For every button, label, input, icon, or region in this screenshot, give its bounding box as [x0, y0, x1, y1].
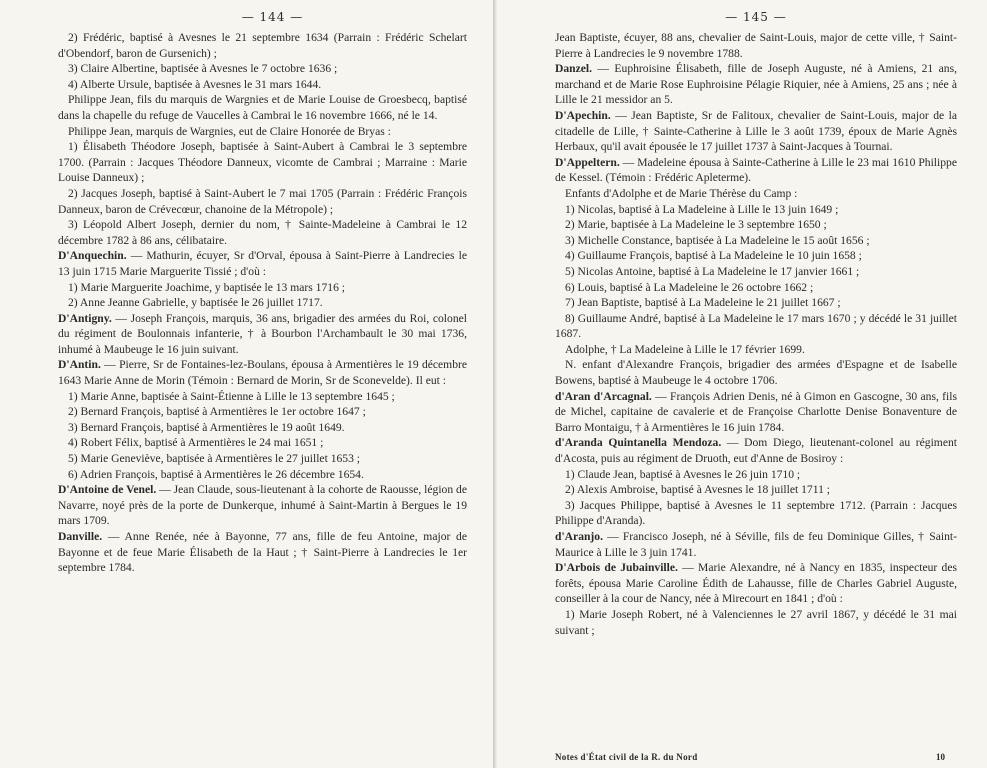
- entry-paragraph: D'Anquechin. — Mathurin, écuyer, Sr d'Orval, épousa à Saint-Pierre à Landrecies le 13 juin 1715 Marie Marguerite Tissié ; d'où :: [58, 249, 467, 278]
- paragraph: Philippe Jean, fils du marquis de Wargnies et de Marie Louise de Groesbecq, baptisé dans la chapelle du refuge de Vaucelles à Cambrai le 16 novembre 1666, né le 14.: [58, 93, 467, 122]
- entry-paragraph: Danzel. — Euphroisine Élisabeth, fille de Joseph Auguste, né à Amiens, 21 ans, marchand et de Marie Rose Euphroisine Pélagie Riquier, née à Amiens, 25 ans ; née à Lille le 21 messidor an 5.: [555, 62, 957, 107]
- entry-surname: d'Aranjo.: [555, 530, 603, 543]
- entry-surname: D'Anquechin.: [58, 249, 127, 263]
- paragraph: 8) Guillaume André, baptisé à La Madeleine le 17 mars 1670 ; y décédé le 31 juillet 1687.: [555, 311, 957, 341]
- paragraph: 3) Claire Albertine, baptisée à Avesnes le 7 octobre 1636 ;: [68, 62, 338, 76]
- paragraph: Enfants d'Adolphe et de Marie Thérèse du Camp :: [565, 186, 798, 200]
- page-number-right: — 145 —: [725, 10, 787, 24]
- page-number-left: — 144 —: [241, 10, 304, 24]
- paragraph: 2) Marie, baptisée à La Madeleine le 3 septembre 1650 ;: [565, 218, 827, 232]
- paragraph: 1) Élisabeth Théodore Joseph, baptisée à Saint-Aubert à Cambrai le 3 septembre 1700. (Parrain : Jacques Théodore Danneux, vicomte de Cambrai ; Marraine : Marie Louise Danneux) ;: [58, 140, 467, 185]
- paragraph: 1) Marie Anne, baptisée à Saint-Étienne à Lille le 13 septembre 1645 ;: [68, 389, 395, 403]
- footer-note: Notes d'État civil de la R. du Nord: [555, 752, 698, 762]
- entry-paragraph: Danville. — Anne Renée, née à Bayonne, 77 ans, fille de feu Antoine, major de Bayonne et de feue Marie Élisabeth de la Haut ; † Saint-Pierre à Landrecies le 1er septembre 1784.: [58, 530, 467, 575]
- paragraph: 1) Marie Marguerite Joachime, y baptisée le 13 mars 1716 ;: [68, 280, 345, 294]
- paragraph: 5) Nicolas Antoine, baptisé à La Madeleine le 17 janvier 1661 ;: [565, 264, 860, 278]
- paragraph: 2) Alexis Ambroise, baptisé à Avesnes le 18 juillet 1711 ;: [565, 483, 831, 497]
- entry-surname: Danzel.: [555, 62, 593, 76]
- paragraph: Jean Baptiste, écuyer, 88 ans, chevalier de Saint-Louis, major de cette ville, † Saint-Pierre à Landrecies le 9 novembre 1788.: [555, 31, 957, 60]
- entry-surname: d'Aranda Quintanella Mendoza.: [555, 436, 722, 450]
- entry-paragraph: d'Aran d'Arcagnal. — François Adrien Denis, né à Gimon en Gascogne, 30 ans, fils de Michel, capitaine de cavalerie et de Françoise Charlotte Denise Bonaventure de Barro Montaigu, † à Armentières le 16 juin 1784.: [555, 389, 957, 434]
- entry-surname: D'Antigny.: [58, 311, 112, 325]
- entry-surname: Danville.: [58, 530, 103, 543]
- entry-paragraph: D'Arbois de Jubainville. — Marie Alexandre, né à Nancy en 1835, inspecteur des forêts, épousa Marie Caroline Édith de Lahausse, fille de Charles Gabriel Auguste, conseiller à la cour de Nancy, née à Mirecourt en 1841 ; d'où :: [555, 561, 957, 606]
- paragraph: 2) Bernard François, baptisé à Armentières le 1er octobre 1647 ;: [68, 405, 366, 419]
- entry-paragraph: d'Aranda Quintanella Mendoza. — Dom Diego, lieutenant-colonel au régiment d'Acosta, puis au régiment de Druoth, eut d'Anne de Bosiroy :: [555, 436, 957, 466]
- paragraph: 3) Jacques Philippe, baptisé à Avesnes le 11 septembre 1712. (Parrain : Jacques Philippe d'Aranda).: [555, 498, 957, 528]
- paragraph: 1) Nicolas, baptisé à La Madeleine à Lille le 13 juin 1649 ;: [565, 202, 839, 216]
- entry-paragraph: D'Apechin. — Jean Baptiste, Sr de Falitoux, chevalier de Saint-Louis, major de la citadelle de Lille, † Sainte-Catherine à Lille le 3 août 1739, époux de Marie Agnès Herbaux, qu'il avait épousée le 17 juillet 1737 à Saint-Jacques à Tournai.: [555, 108, 957, 154]
- paragraph: Adolphe, † La Madeleine à Lille le 17 février 1699.: [565, 342, 805, 356]
- entry-surname: D'Appeltern.: [555, 155, 620, 169]
- paragraph: 4) Guillaume François, baptisé à La Madeleine le 10 juin 1658 ;: [565, 249, 862, 263]
- entry-paragraph: D'Antigny. — Joseph François, marquis, 36 ans, brigadier des armées du Roi, colonel du régiment de Boulonnais infanterie, † à Bourbon l'Archambault le 30 mai 1736, inhumé à Maubeuge le 16 juin suivant.: [58, 311, 467, 356]
- left-text: [58, 30, 467, 576]
- paragraph: 2) Anne Jeanne Gabrielle, y baptisée le 26 juillet 1717.: [68, 296, 323, 310]
- entry-paragraph: D'Antoine de Venel. — Jean Claude, sous-lieutenant à la cohorte de Raousse, légion de Navarre, noyé près de la porte de Dunkerque, inhumé à Saint-Martin à Bergues le 19 mars 1709.: [58, 483, 467, 528]
- right-page: [497, 0, 987, 768]
- signature-number: 10: [936, 752, 945, 762]
- paragraph: 1) Claude Jean, baptisé à Avesnes le 26 juin 1710 ;: [565, 467, 801, 481]
- entry-paragraph: D'Antin. — Pierre, Sr de Fontaines-lez-Boulans, épousa à Armentières le 19 décembre 1643 Marie Anne de Morin (Témoin : Bernard de Morin, Sr de Sconevelde). Il eut :: [58, 358, 467, 388]
- paragraph: Philippe Jean, marquis de Wargnies, eut de Claire Honorée de Bryas :: [68, 124, 391, 138]
- paragraph: N. enfant d'Alexandre François, brigadier des armées d'Espagne et de Isabelle Bowens, baptisé à Maubeuge le 4 octobre 1706.: [555, 358, 957, 388]
- entry-paragraph: D'Appeltern. — Madeleine épousa à Sainte-Catherine à Lille le 23 mai 1610 Philippe de Kessel. (Témoin : Frédéric Apleterme).: [555, 155, 957, 185]
- paragraph: 6) Louis, baptisé à La Madeleine le 26 octobre 1662 ;: [565, 280, 814, 294]
- right-text: [555, 30, 957, 638]
- entry-surname: D'Antin.: [58, 358, 101, 372]
- entry-surname: d'Aran d'Arcagnal.: [555, 389, 652, 403]
- paragraph: 2) Jacques Joseph, baptisé à Saint-Aubert le 7 mai 1705 (Parrain : Frédéric François Danneux, baron de Crévecœur, chanoine de la Métropole) ;: [58, 186, 467, 216]
- paragraph: 4) Alberte Ursule, baptisée à Avesnes le 31 mars 1644.: [68, 77, 322, 91]
- paragraph: 5) Marie Geneviève, baptisée à Armentières le 27 juillet 1653 ;: [68, 452, 361, 466]
- paragraph: 3) Bernard François, baptisé à Armentières le 19 août 1649.: [68, 420, 345, 434]
- paragraph: 1) Marie Joseph Robert, né à Valenciennes le 27 avril 1867, y décédé le 31 mai suivant ;: [555, 607, 957, 637]
- paragraph: 6) Adrien François, baptisé à Armentières le 26 décembre 1654.: [68, 467, 364, 481]
- entry-surname: D'Apechin.: [555, 108, 611, 122]
- paragraph: 3) Michelle Constance, baptisée à La Madeleine le 15 août 1656 ;: [565, 233, 870, 247]
- paragraph: 7) Jean Baptiste, baptisé à La Madeleine le 21 juillet 1667 ;: [565, 296, 841, 310]
- entry-paragraph: d'Aranjo. — Francisco Joseph, né à Séville, fils de feu Dominique Gilles, † Saint-Maurice à Lille le 3 juin 1741.: [555, 530, 957, 559]
- entry-surname: D'Antoine de Venel.: [58, 483, 157, 497]
- page-footer: [555, 752, 957, 762]
- paragraph: 4) Robert Félix, baptisé à Armentières le 24 mai 1651 ;: [68, 436, 324, 450]
- paragraph: 2) Frédéric, baptisé à Avesnes le 21 septembre 1634 (Parrain : Frédéric Schelart d'Obendorf, baron de Gursenich) ;: [58, 31, 467, 60]
- entry-surname: D'Arbois de Jubainville.: [555, 561, 678, 575]
- paragraph: 3) Léopold Albert Joseph, dernier du nom, † Sainte-Madeleine à Cambrai le 12 décembre 1782 à 86 ans, célibataire.: [58, 218, 467, 247]
